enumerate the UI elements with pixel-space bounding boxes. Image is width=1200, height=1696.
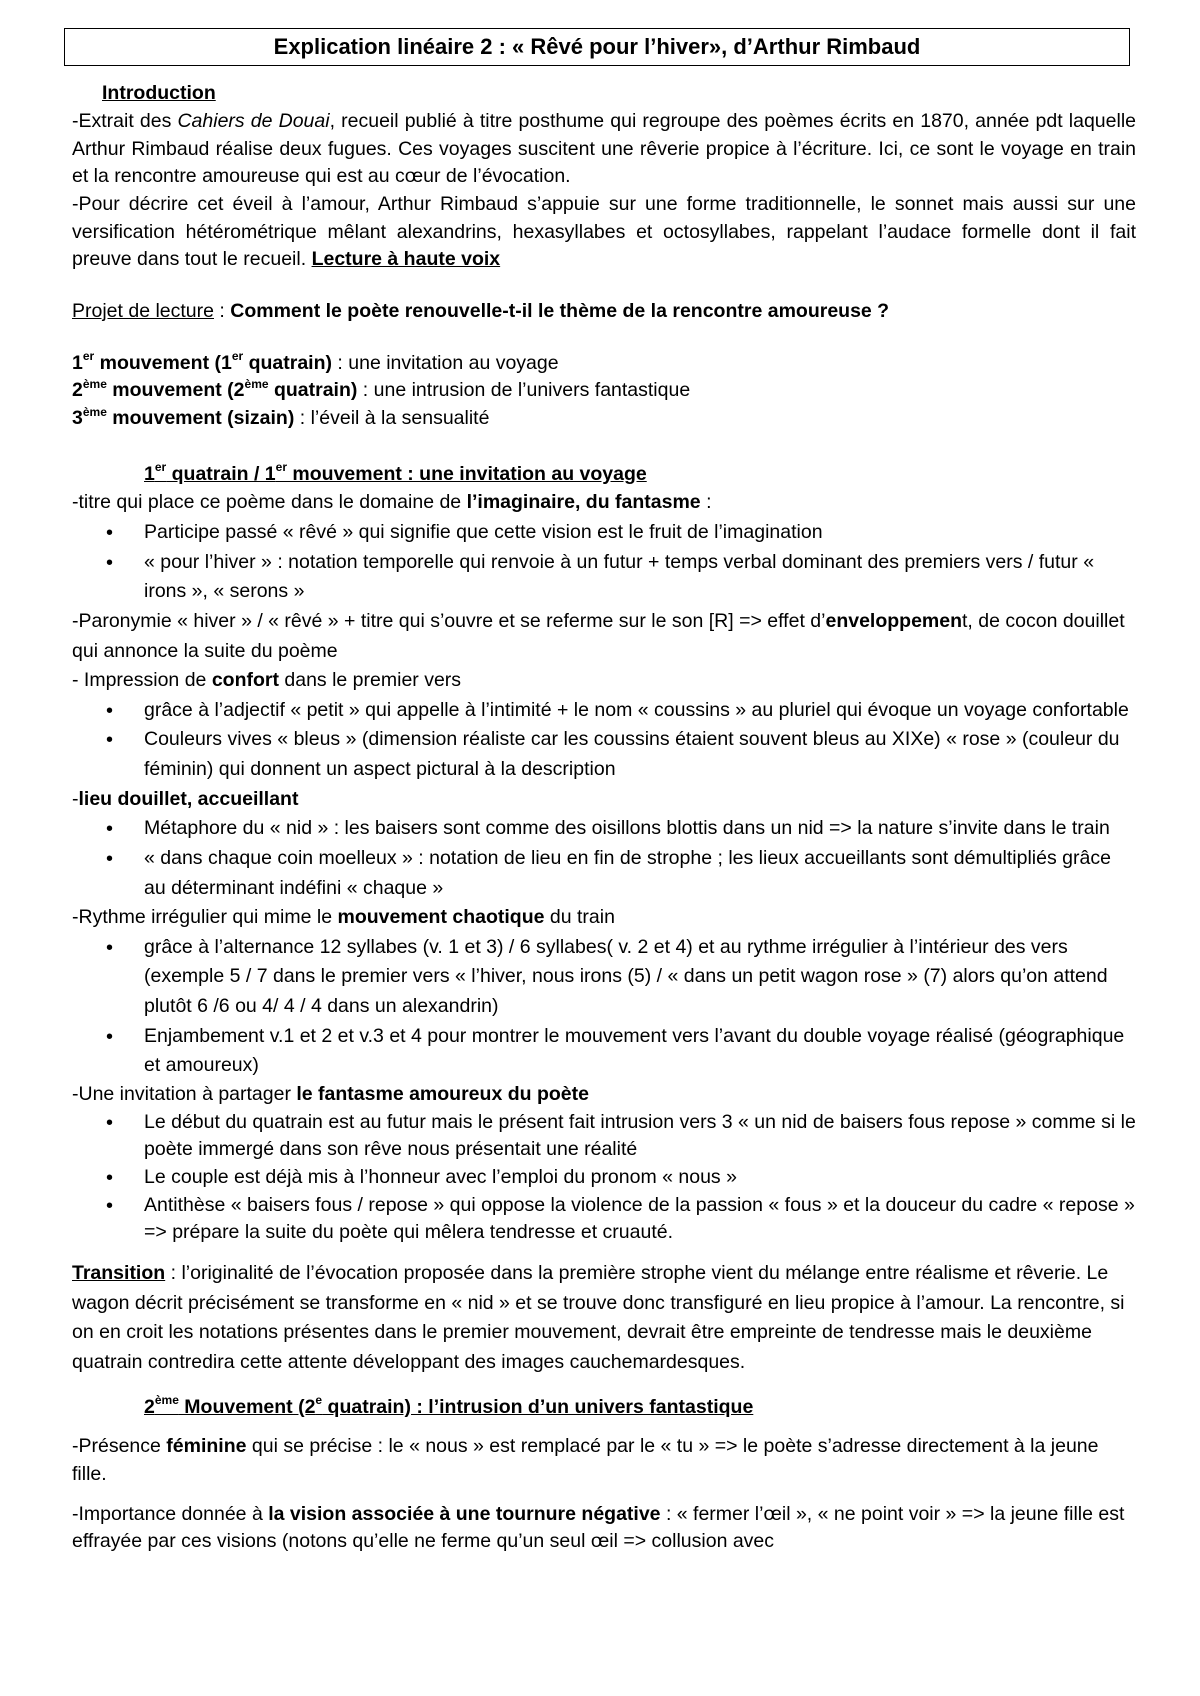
plan-item-2: 2ème mouvement (2ème quatrain) : une intrusion de l’univers fantastique bbox=[72, 376, 691, 402]
document-title: Explication linéaire 2 : « Rêvé pour l’hiver», d’Arthur Rimbaud bbox=[64, 28, 1130, 66]
reading-project: Projet de lecture : Comment le poète renouvelle-t-il le thème de la rencontre amoureuse ? bbox=[72, 300, 890, 323]
section-heading-movement-1: 1er quatrain / 1er mouvement : une invitation au voyage bbox=[144, 460, 647, 485]
list-item: • Le couple est déjà mis à l’honneur avec l’emploi du pronom « nous » bbox=[72, 1164, 1136, 1192]
m2-paragraph-1: -Présence féminine qui se précise : le « nous » est remplacé par le « tu » => le poète s’adresse directement à la jeune fille. bbox=[72, 1435, 1099, 1485]
list-item: • Enjambement v.1 et 2 et v.3 et 4 pour montrer le mouvement vers l’avant du double voyage réalisé (géographique et amoureux) bbox=[72, 1022, 1136, 1081]
m2-paragraph-2: -Importance donnée à la vision associée à une tournure négative : « fermer l’œil », « ne point voir » => la jeune fille est effrayée par ces visions (notons qu’elle ne ferme qu’un seul œil => collusion avec bbox=[72, 1502, 1125, 1553]
m1-line-place: -lieu douillet, accueillant bbox=[72, 787, 299, 810]
intro-heading: Introduction bbox=[102, 82, 216, 105]
m1-bullets-1 bbox=[72, 518, 1136, 607]
plan-item-1: 1er mouvement (1er quatrain) : une invitation au voyage bbox=[72, 349, 559, 374]
m1-line-comfort: - Impression de confort dans le premier vers bbox=[72, 669, 462, 692]
list-item: • « dans chaque coin moelleux » : notation de lieu en fin de strophe ; les lieux accueillants sont démultipliés grâce au déterminant indéfini « chaque » bbox=[72, 844, 1136, 903]
list-item: • grâce à l’adjectif « petit » qui appelle à l’intimité + le nom « coussins » au pluriel qui évoque un voyage confortable bbox=[72, 696, 1136, 726]
m1-bullets-2 bbox=[72, 696, 1136, 785]
m1-bullets-5 bbox=[72, 1109, 1136, 1247]
list-item: • grâce à l’alternance 12 syllabes (v. 1 et 3) / 6 syllabes( v. 2 et 4) et au rythme irrégulier à l’intérieur des vers (exemple 5 / 7 dans le premier vers « l’hiver, nous irons (5) / « dans un petit wagon rose » (7) alors qu’on attend plutôt 6 /6 ou 4/ 4 / 4 dans un alexandrin) bbox=[72, 933, 1136, 1022]
m1-line-fantasy: -Une invitation à partager le fantasme amoureux du poète bbox=[72, 1082, 589, 1105]
transition-paragraph: Transition : l’originalité de l’évocation proposée dans la première strophe vient du mélange entre réalisme et rêverie. Le wagon décrit précisément se transforme en « nid » et se trouve donc transfiguré en lieu propice à l’amour. La rencontre, si on en croit les notations présentes dans le premier mouvement, devrait être empreinte de tendresse mais le deuxième quatrain contredira cette attente développant des images cauchemardesques. bbox=[72, 1262, 1125, 1373]
list-item: • « pour l’hiver » : notation temporelle qui renvoie à un futur + temps verbal dominant des premiers vers / futur « irons », « serons » bbox=[72, 548, 1136, 607]
list-item: • Le début du quatrain est au futur mais le présent fait intrusion vers 3 « un nid de baisers fous repose » comme si le poète immergé dans son rêve nous présentait une réalité bbox=[72, 1109, 1136, 1164]
list-item: • Participe passé « rêvé » qui signifie que cette vision est le fruit de l’imagination bbox=[72, 518, 1136, 548]
list-item: • Antithèse « baisers fous / repose » qui oppose la violence de la passion « fous » et la douceur du cadre « repose » => prépare la suite du poète qui mêlera tendresse et cruauté. bbox=[72, 1192, 1136, 1247]
reading-aloud-label: Lecture à haute voix bbox=[311, 248, 501, 271]
m1-line-title: -titre qui place ce poème dans le domaine de l’imaginaire, du fantasme : bbox=[72, 491, 712, 514]
intro-paragraph-2: -Pour décrire cet éveil à l’amour, Arthur Rimbaud s’appuie sur une forme traditionnelle, le sonnet mais aussi sur une versification hétérométrique mêlant alexandrins, hexasyllabes et octosyllabes, rappelant l’audace formelle dont il fait preuve dans tout le recueil. Lecture à haute voix bbox=[72, 192, 1136, 271]
section-heading-movement-2: 2ème Mouvement (2e quatrain) : l’intrusion d’un univers fantastique bbox=[144, 1393, 754, 1418]
list-item: • Couleurs vives « bleus » (dimension réaliste car les coussins étaient souvent bleus au XIXe) « rose » (couleur du féminin) qui donnent un aspect pictural à la description bbox=[72, 725, 1136, 784]
m1-bullets-4 bbox=[72, 933, 1136, 1081]
m1-line-paronymy: -Paronymie « hiver » / « rêvé » + titre qui s’ouvre et se referme sur le son [R] => effet d’enveloppement, de cocon douillet qui annonce la suite du poème bbox=[72, 609, 1125, 662]
plan-item-3: 3ème mouvement (sizain) : l’éveil à la sensualité bbox=[72, 404, 490, 430]
m1-bullets-3 bbox=[72, 814, 1136, 903]
list-item: • Métaphore du « nid » : les baisers sont comme des oisillons blottis dans un nid => la nature s’invite dans le train bbox=[72, 814, 1136, 844]
intro-paragraph-1: -Extrait des Cahiers de Douai, recueil publié à titre posthume qui regroupe des poèmes écrits en 1870, année pdt laquelle Arthur Rimbaud réalise deux fugues. Ces voyages suscitent une rêverie propice à l’écriture. Ici, ce sont le voyage en train et la rencontre amoureuse qui est au cœur de l’évocation. bbox=[72, 109, 1136, 188]
m1-line-rhythm: -Rythme irrégulier qui mime le mouvement chaotique du train bbox=[72, 906, 615, 929]
